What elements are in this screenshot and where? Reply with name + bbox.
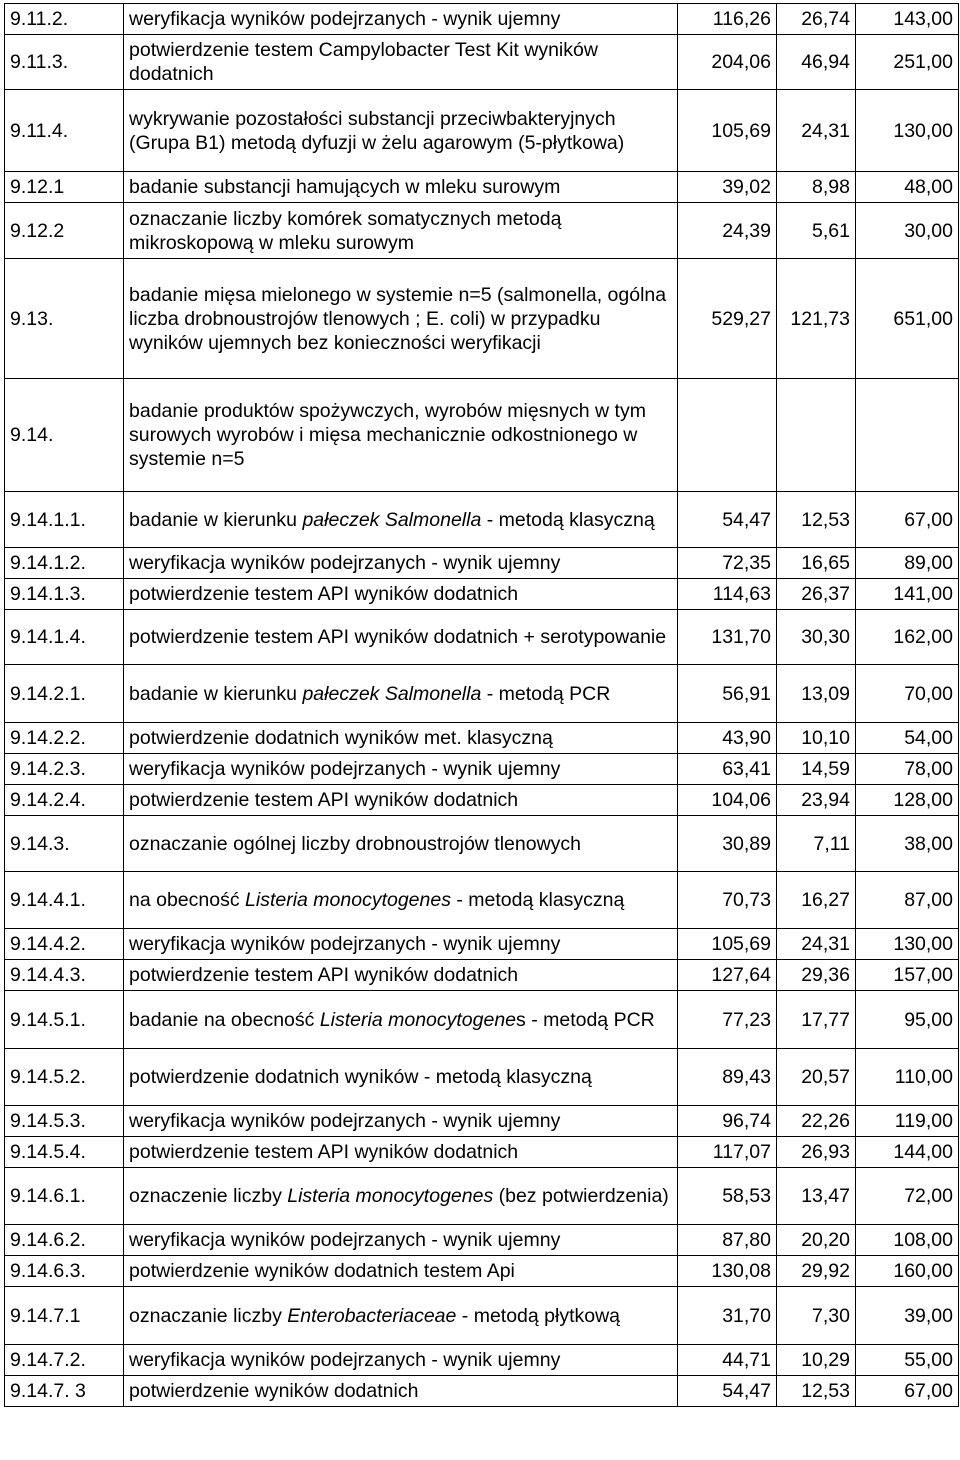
vat-amount: 22,26 <box>777 1106 856 1137</box>
vat-amount: 7,30 <box>777 1287 856 1345</box>
vat-amount: 8,98 <box>777 172 856 203</box>
vat-amount: 14,59 <box>777 754 856 785</box>
row-code: 9.14.4.1. <box>5 872 124 929</box>
gross-price: 160,00 <box>856 1256 959 1287</box>
row-code: 9.14.2.1. <box>5 665 124 723</box>
vat-amount: 10,10 <box>777 723 856 754</box>
gross-price: 130,00 <box>856 929 959 960</box>
net-price: 87,80 <box>678 1225 777 1256</box>
gross-price: 110,00 <box>856 1049 959 1106</box>
gross-price: 70,00 <box>856 665 959 723</box>
net-price: 105,69 <box>678 90 777 172</box>
table-row <box>5 785 959 816</box>
table-row <box>5 754 959 785</box>
net-price: 529,27 <box>678 259 777 379</box>
vat-amount: 16,27 <box>777 872 856 929</box>
row-code: 9.14.6.2. <box>5 1225 124 1256</box>
description-text: - metodą płytkową <box>456 1304 621 1327</box>
gross-price: 67,00 <box>856 492 959 548</box>
row-description: potwierdzenie wyników dodatnich <box>124 1376 678 1407</box>
row-code: 9.14.2.4. <box>5 785 124 816</box>
gross-price: 130,00 <box>856 90 959 172</box>
table-row <box>5 991 959 1049</box>
row-description: oznaczanie liczby komórek somatycznych metodą mikroskopową w mleku surowym <box>124 203 678 259</box>
row-code: 9.14.5.2. <box>5 1049 124 1106</box>
vat-amount: 26,74 <box>777 4 856 35</box>
row-description: badanie produktów spożywczych, wyrobów mięsnych w tym surowych wyrobów i mięsa mechanicznie odkostnionego w systemie n=5 <box>124 379 678 492</box>
table-row <box>5 1287 959 1345</box>
net-price: 70,73 <box>678 872 777 929</box>
net-price: 77,23 <box>678 991 777 1049</box>
net-price <box>678 379 777 492</box>
row-code: 9.14.1.1. <box>5 492 124 548</box>
net-price: 54,47 <box>678 492 777 548</box>
row-description: weryfikacja wyników podejrzanych - wynik ujemny <box>124 4 678 35</box>
table-row <box>5 379 959 492</box>
row-code: 9.14.2.3. <box>5 754 124 785</box>
net-price: 72,35 <box>678 548 777 579</box>
row-code: 9.14.7. 3 <box>5 1376 124 1407</box>
row-code: 9.13. <box>5 259 124 379</box>
row-code: 9.14.7.1 <box>5 1287 124 1345</box>
vat-amount: 23,94 <box>777 785 856 816</box>
table-row <box>5 203 959 259</box>
gross-price: 72,00 <box>856 1168 959 1225</box>
description-italic-term: Listeria monocytogenes <box>287 1185 494 1207</box>
description-text: oznaczenie liczby <box>129 1185 288 1207</box>
table-row <box>5 872 959 929</box>
gross-price: 108,00 <box>856 1225 959 1256</box>
row-description: badanie substancji hamujących w mleku surowym <box>124 172 678 203</box>
gross-price: 87,00 <box>856 872 959 929</box>
row-description: weryfikacja wyników podejrzanych - wynik ujemny <box>124 548 678 579</box>
row-description <box>124 872 678 929</box>
description-text: na obecność <box>129 889 246 911</box>
row-code: 9.12.2 <box>5 203 124 259</box>
gross-price: 78,00 <box>856 754 959 785</box>
net-price: 105,69 <box>678 929 777 960</box>
row-description: potwierdzenie testem API wyników dodatnich <box>124 960 678 991</box>
row-code: 9.14.7.2. <box>5 1345 124 1376</box>
vat-amount: 16,65 <box>777 548 856 579</box>
description-text: - metodą klasyczną <box>481 508 655 531</box>
description-text: badanie na obecność <box>129 1008 320 1031</box>
vat-amount: 5,61 <box>777 203 856 259</box>
row-code: 9.11.3. <box>5 35 124 90</box>
row-code: 9.14.6.3. <box>5 1256 124 1287</box>
gross-price: 251,00 <box>856 35 959 90</box>
net-price: 54,47 <box>678 1376 777 1407</box>
net-price: 96,74 <box>678 1106 777 1137</box>
row-description <box>124 991 678 1049</box>
table-row <box>5 492 959 548</box>
description-text: - metodą PCR <box>481 682 611 705</box>
table-row <box>5 1106 959 1137</box>
net-price: 31,70 <box>678 1287 777 1345</box>
net-price: 24,39 <box>678 203 777 259</box>
row-description: potwierdzenie wyników dodatnich testem Api <box>124 1256 678 1287</box>
gross-price: 141,00 <box>856 579 959 610</box>
row-code: 9.14.4.3. <box>5 960 124 991</box>
vat-amount: 17,77 <box>777 991 856 1049</box>
row-description <box>124 665 678 723</box>
description-text: badanie w kierunku <box>129 682 303 705</box>
row-description: weryfikacja wyników podejrzanych - wynik ujemny <box>124 754 678 785</box>
net-price: 89,43 <box>678 1049 777 1106</box>
net-price: 56,91 <box>678 665 777 723</box>
table-row <box>5 4 959 35</box>
description-text: s - metodą PCR <box>516 1008 655 1031</box>
row-description <box>124 1168 678 1225</box>
gross-price: 54,00 <box>856 723 959 754</box>
table-row <box>5 1049 959 1106</box>
row-code: 9.14.1.2. <box>5 548 124 579</box>
vat-amount: 26,93 <box>777 1137 856 1168</box>
net-price: 63,41 <box>678 754 777 785</box>
row-description: potwierdzenie dodatnich wyników - metodą klasyczną <box>124 1049 678 1106</box>
price-table <box>4 3 959 1407</box>
gross-price <box>856 379 959 492</box>
row-code: 9.14.5.4. <box>5 1137 124 1168</box>
vat-amount: 20,57 <box>777 1049 856 1106</box>
vat-amount: 20,20 <box>777 1225 856 1256</box>
vat-amount <box>777 379 856 492</box>
net-price: 104,06 <box>678 785 777 816</box>
table-row <box>5 1225 959 1256</box>
gross-price: 157,00 <box>856 960 959 991</box>
row-description: badanie mięsa mielonego w systemie n=5 (salmonella, ogólna liczba drobnoustrojów tlenowych ; E. coli) w przypadku wyników ujemnych bez konieczności weryfikacji <box>124 259 678 379</box>
vat-amount: 24,31 <box>777 929 856 960</box>
row-code: 9.14.6.1. <box>5 1168 124 1225</box>
row-description: weryfikacja wyników podejrzanych - wynik ujemny <box>124 1106 678 1137</box>
table-row <box>5 723 959 754</box>
table-row <box>5 665 959 723</box>
row-description: weryfikacja wyników podejrzanych - wynik ujemny <box>124 1225 678 1256</box>
table-row <box>5 610 959 665</box>
net-price: 44,71 <box>678 1345 777 1376</box>
row-code: 9.11.4. <box>5 90 124 172</box>
gross-price: 651,00 <box>856 259 959 379</box>
gross-price: 162,00 <box>856 610 959 665</box>
row-description: potwierdzenie testem Campylobacter Test Kit wyników dodatnich <box>124 35 678 90</box>
gross-price: 128,00 <box>856 785 959 816</box>
row-code: 9.14. <box>5 379 124 492</box>
table-row <box>5 172 959 203</box>
description-italic-term: Listeria monocytogene <box>319 1008 517 1031</box>
row-code: 9.11.2. <box>5 4 124 35</box>
description-italic-term: pałeczek Salmonella <box>302 508 482 531</box>
table-row <box>5 1256 959 1287</box>
description-italic-term: Listeria monocytogenes <box>245 889 451 911</box>
table-row <box>5 35 959 90</box>
net-price: 114,63 <box>678 579 777 610</box>
row-code: 9.12.1 <box>5 172 124 203</box>
gross-price: 30,00 <box>856 203 959 259</box>
row-code: 9.14.3. <box>5 816 124 872</box>
description-text: - metodą klasyczną <box>450 889 625 911</box>
net-price: 39,02 <box>678 172 777 203</box>
row-description: potwierdzenie testem API wyników dodatnich <box>124 785 678 816</box>
vat-amount: 121,73 <box>777 259 856 379</box>
gross-price: 38,00 <box>856 816 959 872</box>
gross-price: 48,00 <box>856 172 959 203</box>
gross-price: 143,00 <box>856 4 959 35</box>
table-row <box>5 816 959 872</box>
net-price: 127,64 <box>678 960 777 991</box>
vat-amount: 29,92 <box>777 1256 856 1287</box>
row-code: 9.14.5.3. <box>5 1106 124 1137</box>
net-price: 30,89 <box>678 816 777 872</box>
gross-price: 89,00 <box>856 548 959 579</box>
row-code: 9.14.4.2. <box>5 929 124 960</box>
table-row <box>5 259 959 379</box>
row-description: potwierdzenie testem API wyników dodatnich <box>124 1137 678 1168</box>
gross-price: 55,00 <box>856 1345 959 1376</box>
vat-amount: 13,09 <box>777 665 856 723</box>
row-code: 9.14.5.1. <box>5 991 124 1049</box>
net-price: 43,90 <box>678 723 777 754</box>
net-price: 130,08 <box>678 1256 777 1287</box>
description-italic-term: pałeczek Salmonella <box>302 682 482 705</box>
net-price: 58,53 <box>678 1168 777 1225</box>
table-row <box>5 1168 959 1225</box>
table-row <box>5 579 959 610</box>
table-row <box>5 90 959 172</box>
row-description: weryfikacja wyników podejrzanych - wynik ujemny <box>124 929 678 960</box>
row-description: potwierdzenie testem API wyników dodatnich + serotypowanie <box>124 610 678 665</box>
row-description <box>124 492 678 548</box>
net-price: 116,26 <box>678 4 777 35</box>
vat-amount: 46,94 <box>777 35 856 90</box>
description-text: (bez potwierdzenia) <box>493 1185 669 1207</box>
table-row <box>5 1345 959 1376</box>
gross-price: 95,00 <box>856 991 959 1049</box>
gross-price: 144,00 <box>856 1137 959 1168</box>
row-code: 9.14.1.3. <box>5 579 124 610</box>
row-code: 9.14.1.4. <box>5 610 124 665</box>
row-code: 9.14.2.2. <box>5 723 124 754</box>
vat-amount: 10,29 <box>777 1345 856 1376</box>
net-price: 204,06 <box>678 35 777 90</box>
gross-price: 119,00 <box>856 1106 959 1137</box>
row-description <box>124 1287 678 1345</box>
net-price: 117,07 <box>678 1137 777 1168</box>
gross-price: 67,00 <box>856 1376 959 1407</box>
row-description: potwierdzenie dodatnich wyników met. klasyczną <box>124 723 678 754</box>
description-text: badanie w kierunku <box>129 508 303 531</box>
vat-amount: 12,53 <box>777 1376 856 1407</box>
description-italic-term: Enterobacteriaceae <box>287 1304 457 1327</box>
vat-amount: 24,31 <box>777 90 856 172</box>
table-row <box>5 929 959 960</box>
row-description: potwierdzenie testem API wyników dodatnich <box>124 579 678 610</box>
row-description: oznaczanie ogólnej liczby drobnoustrojów tlenowych <box>124 816 678 872</box>
table-row <box>5 1376 959 1407</box>
description-text: oznaczanie liczby <box>129 1304 288 1327</box>
table-row <box>5 548 959 579</box>
vat-amount: 30,30 <box>777 610 856 665</box>
net-price: 131,70 <box>678 610 777 665</box>
vat-amount: 12,53 <box>777 492 856 548</box>
row-description: weryfikacja wyników podejrzanych - wynik ujemny <box>124 1345 678 1376</box>
vat-amount: 26,37 <box>777 579 856 610</box>
gross-price: 39,00 <box>856 1287 959 1345</box>
table-row <box>5 960 959 991</box>
vat-amount: 13,47 <box>777 1168 856 1225</box>
table-row <box>5 1137 959 1168</box>
row-description: wykrywanie pozostałości substancji przeciwbakteryjnych (Grupa B1) metodą dyfuzji w żelu agarowym (5-płytkowa) <box>124 90 678 172</box>
vat-amount: 29,36 <box>777 960 856 991</box>
vat-amount: 7,11 <box>777 816 856 872</box>
